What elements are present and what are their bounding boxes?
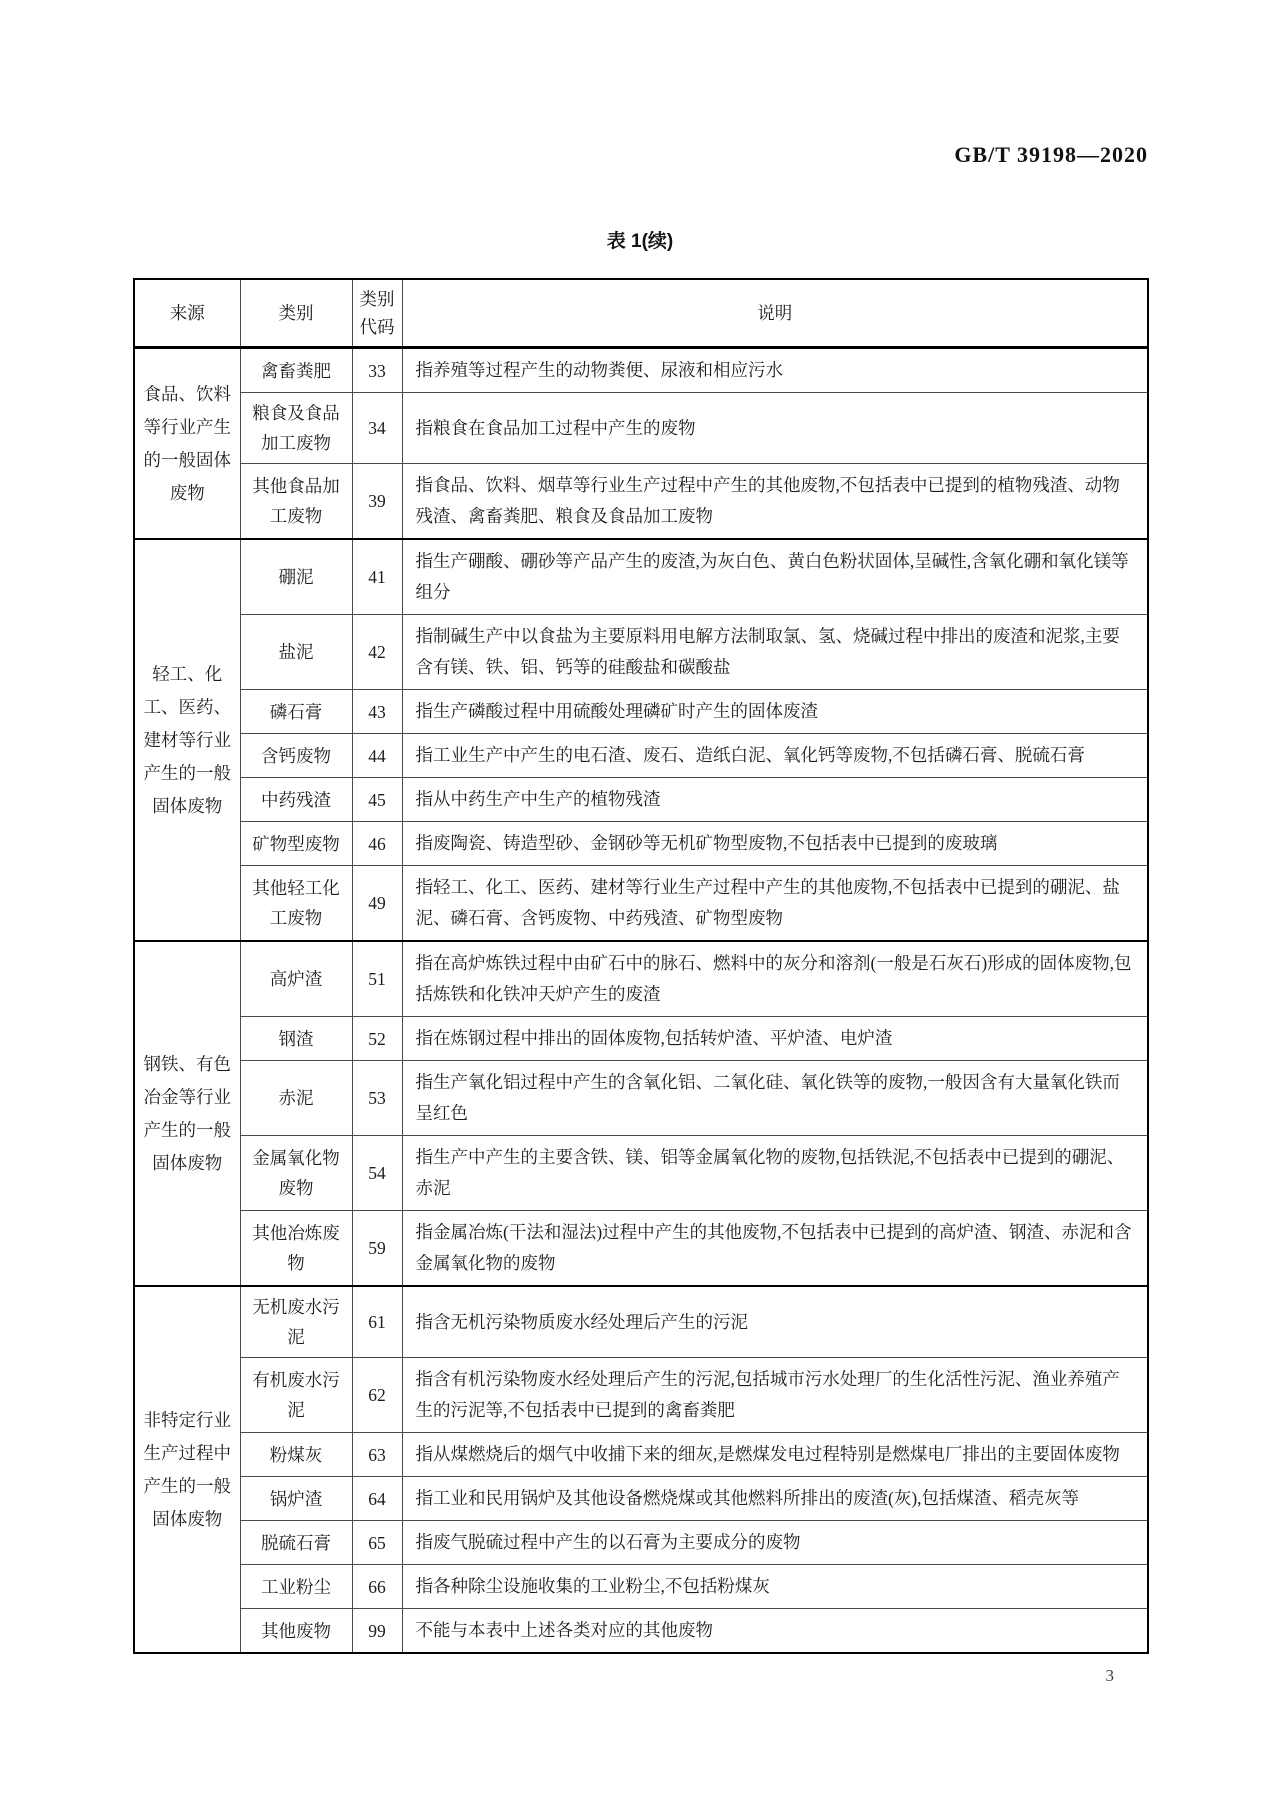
description-cell: 指含无机污染物质废水经处理后产生的污泥 — [402, 1286, 1148, 1358]
description-cell: 指生产磷酸过程中用硫酸处理磷矿时产生的固体废渣 — [402, 690, 1148, 734]
table-row — [134, 539, 1148, 615]
code-cell: 65 — [352, 1521, 402, 1565]
code-cell: 61 — [352, 1286, 402, 1358]
source-cell: 钢铁、有色冶金等行业产生的一般固体废物 — [134, 941, 240, 1286]
category-cell: 钢渣 — [240, 1017, 352, 1061]
category-cell: 赤泥 — [240, 1061, 352, 1136]
code-cell: 34 — [352, 393, 402, 464]
code-cell: 62 — [352, 1358, 402, 1433]
header-source: 来源 — [134, 279, 240, 348]
description-cell: 指生产硼酸、硼砂等产品产生的废渣,为灰白色、黄白色粉状固体,呈碱性,含氧化硼和氧化镁等组分 — [402, 539, 1148, 615]
category-cell: 硼泥 — [240, 539, 352, 615]
code-cell: 46 — [352, 822, 402, 866]
table-row — [134, 734, 1148, 778]
code-cell: 44 — [352, 734, 402, 778]
code-cell: 59 — [352, 1211, 402, 1287]
description-cell: 指养殖等过程产生的动物粪便、尿液和相应污水 — [402, 348, 1148, 393]
table-row — [134, 615, 1148, 690]
header-code-line1: 类别 — [359, 289, 395, 309]
category-cell: 无机废水污泥 — [240, 1286, 352, 1358]
description-cell: 指各种除尘设施收集的工业粉尘,不包括粉煤灰 — [402, 1565, 1148, 1609]
table-row — [134, 1521, 1148, 1565]
description-cell: 不能与本表中上述各类对应的其他废物 — [402, 1609, 1148, 1654]
table-row — [134, 690, 1148, 734]
table-row — [134, 1061, 1148, 1136]
code-cell: 33 — [352, 348, 402, 393]
category-cell: 工业粉尘 — [240, 1565, 352, 1609]
category-cell: 禽畜粪肥 — [240, 348, 352, 393]
code-cell: 64 — [352, 1477, 402, 1521]
description-cell: 指轻工、化工、医药、建材等行业生产过程中产生的其他废物,不包括表中已提到的硼泥、盐泥、磷石膏、含钙废物、中药残渣、矿物型废物 — [402, 866, 1148, 942]
code-cell: 49 — [352, 866, 402, 942]
code-cell: 43 — [352, 690, 402, 734]
waste-classification-table — [133, 278, 1149, 1654]
table-row — [134, 778, 1148, 822]
description-cell: 指废气脱硫过程中产生的以石膏为主要成分的废物 — [402, 1521, 1148, 1565]
code-cell: 51 — [352, 941, 402, 1017]
code-cell: 39 — [352, 464, 402, 540]
table-row — [134, 1136, 1148, 1211]
page-number: 3 — [1105, 1666, 1114, 1685]
table-body — [134, 348, 1148, 1654]
category-cell: 粮食及食品加工废物 — [240, 393, 352, 464]
category-cell: 锅炉渣 — [240, 1477, 352, 1521]
code-cell: 99 — [352, 1609, 402, 1654]
code-cell: 66 — [352, 1565, 402, 1609]
header-code — [352, 279, 402, 348]
table-row — [134, 1211, 1148, 1287]
category-cell: 有机废水污泥 — [240, 1358, 352, 1433]
category-cell: 其他废物 — [240, 1609, 352, 1654]
description-cell: 指粮食在食品加工过程中产生的废物 — [402, 393, 1148, 464]
table-row — [134, 348, 1148, 393]
category-cell: 其他食品加工废物 — [240, 464, 352, 540]
source-cell: 轻工、化工、医药、建材等行业产生的一般固体废物 — [134, 539, 240, 941]
category-cell: 高炉渣 — [240, 941, 352, 1017]
table-row — [134, 1433, 1148, 1477]
description-cell: 指工业和民用锅炉及其他设备燃烧煤或其他燃料所排出的废渣(灰),包括煤渣、稻壳灰等 — [402, 1477, 1148, 1521]
description-cell: 指从中药生产中生产的植物残渣 — [402, 778, 1148, 822]
description-cell: 指生产氧化铝过程中产生的含氧化铝、二氧化硅、氧化铁等的废物,一般因含有大量氧化铁而呈红色 — [402, 1061, 1148, 1136]
code-cell: 42 — [352, 615, 402, 690]
table-row — [134, 1286, 1148, 1358]
header-category: 类别 — [240, 279, 352, 348]
description-cell: 指废陶瓷、铸造型砂、金钢砂等无机矿物型废物,不包括表中已提到的废玻璃 — [402, 822, 1148, 866]
category-cell: 中药残渣 — [240, 778, 352, 822]
code-cell: 54 — [352, 1136, 402, 1211]
table-title: 表 1(续) — [606, 231, 674, 252]
category-cell: 盐泥 — [240, 615, 352, 690]
header-code-line2: 代码 — [359, 317, 395, 337]
description-cell: 指制碱生产中以食盐为主要原料用电解方法制取氯、氢、烧碱过程中排出的废渣和泥浆,主要含有镁、铁、铝、钙等的硅酸盐和碳酸盐 — [402, 615, 1148, 690]
standard-number: GB/T 39198—2020 — [954, 142, 1148, 167]
category-cell: 其他轻工化工废物 — [240, 866, 352, 942]
category-cell: 矿物型废物 — [240, 822, 352, 866]
code-cell: 52 — [352, 1017, 402, 1061]
table-row — [134, 822, 1148, 866]
table-row — [134, 1017, 1148, 1061]
code-cell: 53 — [352, 1061, 402, 1136]
code-cell: 45 — [352, 778, 402, 822]
source-cell: 食品、饮料等行业产生的一般固体废物 — [134, 348, 240, 540]
header-description: 说明 — [402, 279, 1148, 348]
description-cell: 指从煤燃烧后的烟气中收捕下来的细灰,是燃煤发电过程特别是燃煤电厂排出的主要固体废物 — [402, 1433, 1148, 1477]
header-row — [134, 279, 1148, 348]
table-row — [134, 393, 1148, 464]
description-cell: 指含有机污染物废水经处理后产生的污泥,包括城市污水处理厂的生化活性污泥、渔业养殖产生的污泥等,不包括表中已提到的禽畜粪肥 — [402, 1358, 1148, 1433]
category-cell: 金属氧化物废物 — [240, 1136, 352, 1211]
description-cell: 指在炼钢过程中排出的固体废物,包括转炉渣、平炉渣、电炉渣 — [402, 1017, 1148, 1061]
table-row — [134, 464, 1148, 540]
table-row — [134, 1477, 1148, 1521]
code-cell: 63 — [352, 1433, 402, 1477]
table-row — [134, 941, 1148, 1017]
table-row — [134, 1565, 1148, 1609]
code-cell: 41 — [352, 539, 402, 615]
table-row — [134, 1358, 1148, 1433]
category-cell: 含钙废物 — [240, 734, 352, 778]
table-row — [134, 1609, 1148, 1654]
source-cell: 非特定行业生产过程中产生的一般固体废物 — [134, 1286, 240, 1653]
category-cell: 磷石膏 — [240, 690, 352, 734]
description-cell: 指金属冶炼(干法和湿法)过程中产生的其他废物,不包括表中已提到的高炉渣、钢渣、赤泥和含金属氧化物的废物 — [402, 1211, 1148, 1287]
description-cell: 指生产中产生的主要含铁、镁、铝等金属氧化物的废物,包括铁泥,不包括表中已提到的硼泥、赤泥 — [402, 1136, 1148, 1211]
table-row — [134, 866, 1148, 942]
category-cell: 其他冶炼废物 — [240, 1211, 352, 1287]
category-cell: 脱硫石膏 — [240, 1521, 352, 1565]
description-cell: 指工业生产中产生的电石渣、废石、造纸白泥、氧化钙等废物,不包括磷石膏、脱硫石膏 — [402, 734, 1148, 778]
table-header — [134, 279, 1148, 348]
category-cell: 粉煤灰 — [240, 1433, 352, 1477]
description-cell: 指食品、饮料、烟草等行业生产过程中产生的其他废物,不包括表中已提到的植物残渣、动物残渣、禽畜粪肥、粮食及食品加工废物 — [402, 464, 1148, 540]
description-cell: 指在高炉炼铁过程中由矿石中的脉石、燃料中的灰分和溶剂(一般是石灰石)形成的固体废物,包括炼铁和化铁冲天炉产生的废渣 — [402, 941, 1148, 1017]
